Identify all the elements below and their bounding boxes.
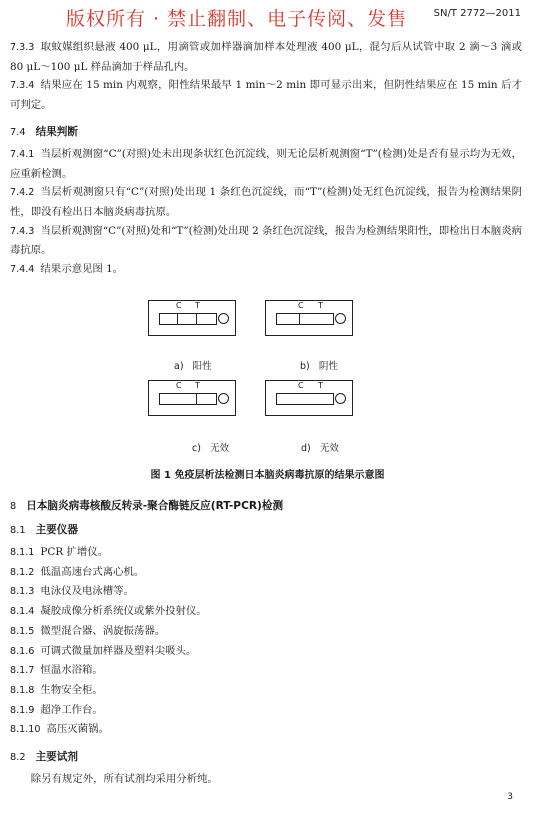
clause-number: 8.1.1 xyxy=(10,547,35,558)
clause-number: 7.4.2 xyxy=(10,187,35,199)
sample-well xyxy=(335,393,346,404)
clause-number: 7.3.4 xyxy=(10,80,35,92)
section-title: 日本脑炎病毒核酸反转录-聚合酶链反应(RT-PCR)检测 xyxy=(26,500,284,512)
section-heading-8-2 xyxy=(10,749,522,764)
clause-text: 高压灭菌锅。 xyxy=(46,723,109,736)
section-heading-8 xyxy=(10,498,522,513)
instrument-item xyxy=(10,543,522,563)
clause-text: 当层析观测窗“C”(对照)处未出现条状红色沉淀线，则无论层析观测窗“T”(检测)处是否有显示均为无效，应重新检测。 xyxy=(10,147,522,180)
figure-title: 图 1 免疫层析法检测日本脑炎病毒抗原的结果示意图 xyxy=(150,470,385,481)
test-strip-invalid-t-only xyxy=(148,380,236,416)
caption-letter: a) xyxy=(174,361,184,372)
instrument-item xyxy=(10,622,522,642)
sample-well xyxy=(218,313,229,324)
clause-number: 7.4.3 xyxy=(10,225,35,237)
caption-letter: c) xyxy=(192,443,201,454)
clause-text: 取蚊媒组织悬液 400 μL，用滴管或加样器滴加样本处理液 400 μL，混匀后从试管中取 2 滴～3 滴或 80 μL～100 μL 样品滴加于样品孔内。 xyxy=(10,41,522,73)
clause-number: 8.1.5 xyxy=(10,625,35,637)
test-line xyxy=(196,393,197,405)
control-line xyxy=(177,313,178,325)
sample-well xyxy=(335,313,346,324)
section-number: 8 xyxy=(10,501,17,512)
caption-d xyxy=(301,440,339,454)
instrument-item xyxy=(10,681,522,701)
clause-text: 结果应在 15 min 内观察，阳性结果最早 1 min～2 min 即可显示出来，但阴性结果应在 15 min 后才可判定。 xyxy=(10,79,522,112)
clause-text: 可调式微量加样器及塑料尖吸头。 xyxy=(40,644,197,657)
reagent-note: 除另有规定外，所有试剂均采用分析纯。 xyxy=(30,773,218,786)
c-label: C xyxy=(176,381,182,390)
clause-7-4-1 xyxy=(10,145,522,183)
document-body-lower xyxy=(10,498,522,789)
caption-b xyxy=(300,358,338,372)
test-strip-invalid-no-lines xyxy=(265,380,353,416)
test-strip-positive xyxy=(148,300,236,336)
standard-code: SN/T 2772—2011 xyxy=(433,8,521,19)
test-strip-negative xyxy=(265,300,353,336)
instrument-item xyxy=(10,642,522,662)
clause-7-4-4 xyxy=(10,260,522,280)
clause-text: 微型混合器、涡旋振荡器。 xyxy=(40,624,166,637)
observation-window xyxy=(159,313,217,325)
clause-number: 8.1.9 xyxy=(10,704,35,716)
caption-text: 阳性 xyxy=(192,361,212,372)
c-label: C xyxy=(176,301,182,310)
observation-window xyxy=(276,393,334,405)
caption-text: 无效 xyxy=(319,443,339,454)
clause-text: 电泳仪及电泳槽等。 xyxy=(40,585,134,598)
clause-text: 当层析观测窗“C”(对照)处和“T”(检测)处出现 2 条红色沉淀线，报告为检测结果阳性，即检出日本脑炎病毒抗原。 xyxy=(10,224,522,257)
caption-c xyxy=(192,440,229,454)
test-line xyxy=(196,313,197,325)
clause-number: 8.1.7 xyxy=(10,665,35,677)
t-label: T xyxy=(318,301,323,310)
clause-number: 8.1.4 xyxy=(10,606,35,618)
caption-a xyxy=(174,358,212,372)
clause-7-3-3 xyxy=(10,38,522,76)
observation-window xyxy=(276,313,334,325)
control-line xyxy=(299,313,300,325)
instrument-item xyxy=(10,602,522,622)
instrument-item xyxy=(10,701,522,721)
clause-text: 低温高速台式离心机。 xyxy=(40,565,145,578)
clause-number: 8.1.10 xyxy=(10,724,41,736)
caption-letter: d) xyxy=(301,443,311,454)
clause-text: 生物安全柜。 xyxy=(40,683,103,696)
clause-text: 当层析观测窗只有“C”(对照)处出现 1 条红色沉淀线，而“T”(检测)处无红色沉淀线，报告为检测结果阴性，即没有检出日本脑炎病毒抗原。 xyxy=(10,186,522,218)
instrument-item xyxy=(10,563,522,583)
caption-text: 无效 xyxy=(210,443,230,454)
clause-text: 超净工作台。 xyxy=(40,703,103,716)
instrument-item xyxy=(10,720,522,740)
clause-7-3-4 xyxy=(10,76,522,114)
clause-text: 结果示意见图 1。 xyxy=(40,263,124,276)
clause-text: 恒温水浴箱。 xyxy=(40,664,103,677)
t-label: T xyxy=(318,381,323,390)
clause-number: 7.3.3 xyxy=(10,42,35,53)
instrument-item xyxy=(10,582,522,602)
c-label: C xyxy=(298,301,304,310)
section-heading-8-1 xyxy=(10,522,522,537)
page-number: 3 xyxy=(507,792,513,802)
section-title: 主要试剂 xyxy=(35,751,78,764)
clause-text: 凝胶成像分析系统仪或紫外投射仪。 xyxy=(40,605,207,618)
section-number: 7.4 xyxy=(10,126,26,138)
section-title: 主要仪器 xyxy=(35,524,78,536)
instrument-item xyxy=(10,661,522,681)
section-number: 8.1 xyxy=(10,525,26,536)
t-label: T xyxy=(195,301,200,310)
clause-7-4-3 xyxy=(10,222,522,260)
section-heading-7-4 xyxy=(10,124,522,139)
clause-number: 7.4.1 xyxy=(10,148,35,160)
caption-text: 阴性 xyxy=(318,361,338,372)
clause-number: 7.4.4 xyxy=(10,264,35,276)
t-label: T xyxy=(195,381,200,390)
clause-number: 8.1.6 xyxy=(10,645,35,657)
section-title: 结果判断 xyxy=(35,125,78,138)
c-label: C xyxy=(298,381,304,390)
clause-7-4-2 xyxy=(10,183,522,221)
clause-number: 8.1.2 xyxy=(10,566,35,578)
caption-letter: b) xyxy=(300,361,310,372)
document-body xyxy=(10,38,522,280)
clause-text: PCR 扩增仪。 xyxy=(40,546,109,558)
clause-number: 8.1.8 xyxy=(10,684,35,696)
copyright-watermark: 版权所有 · 禁止翻制、电子传阅、发售 xyxy=(66,8,408,30)
observation-window xyxy=(159,393,217,405)
section-number: 8.2 xyxy=(10,752,26,764)
sample-well xyxy=(218,393,229,404)
clause-number: 8.1.3 xyxy=(10,586,35,598)
figure-1 xyxy=(0,300,535,490)
